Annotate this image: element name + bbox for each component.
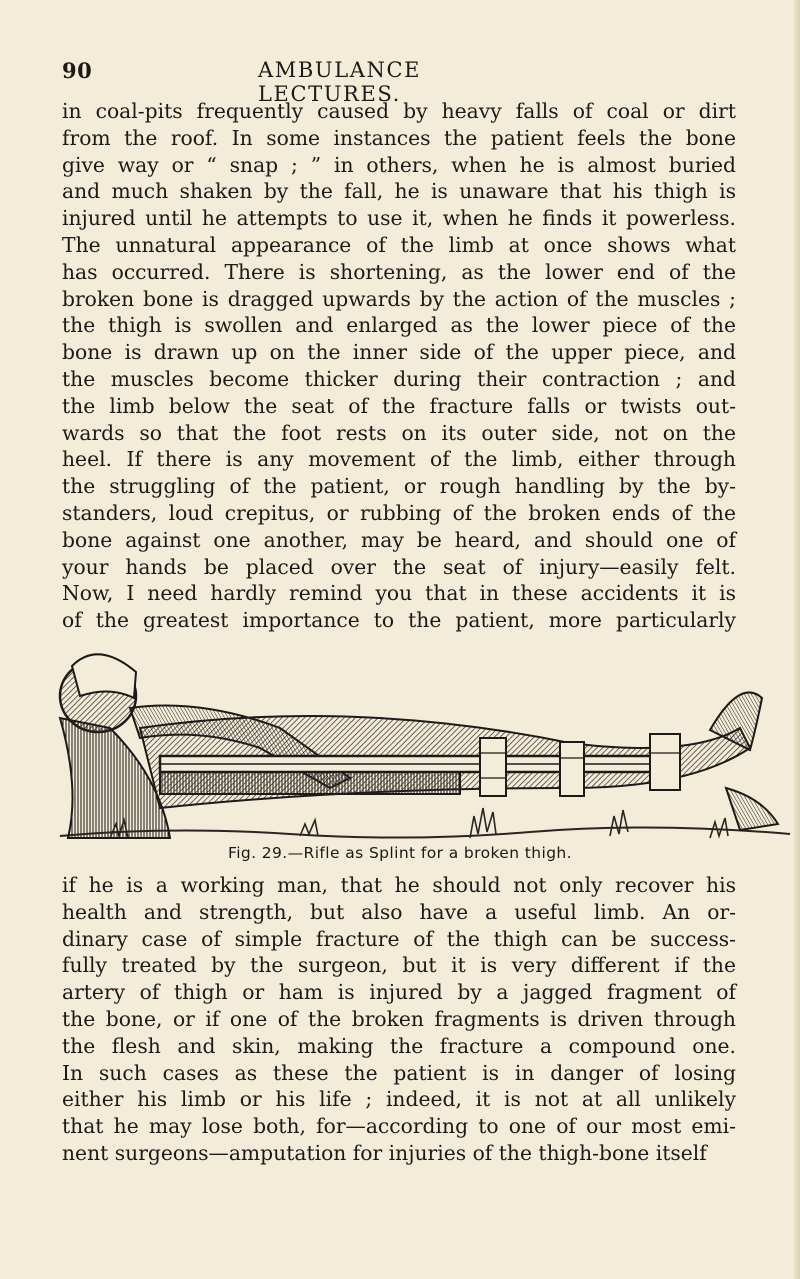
text-line: injured until he attempts to use it, when he finds it powerless. (62, 206, 736, 231)
text-line: the limb below the seat of the fracture falls or twists out- (62, 393, 736, 418)
body-text-top (62, 98, 736, 634)
text-line: heel. If there is any movement of the limb, either through (62, 447, 736, 472)
rifle-splint-illustration (50, 638, 790, 843)
text-line: In such cases as these the patient is in danger of losing (62, 1060, 736, 1085)
text-line: the bone, or if one of the broken fragments is driven through (62, 1006, 736, 1031)
text-line: broken bone is dragged upwards by the action of the muscles ; (62, 286, 736, 311)
text-line: either his limb or his life ; indeed, it is not at all unlikely (62, 1087, 736, 1112)
text-line: the thigh is swollen and enlarged as the lower piece of the (62, 313, 736, 338)
text-line: Now, I need hardly remind you that in these accidents it is (62, 581, 736, 606)
text-line: that he may lose both, for—according to one of our most emi- (62, 1114, 736, 1139)
text-line: bone is drawn up on the inner side of the upper piece, and (62, 340, 736, 365)
page-number: 90 (62, 58, 93, 83)
text-line: of the greatest importance to the patient, more particularly (62, 608, 736, 633)
text-line: if he is a working man, that he should not only recover his (62, 873, 736, 897)
text-line: give way or “ snap ; ” in others, when he is almost buried (62, 152, 736, 177)
page-header (62, 58, 542, 106)
figure-rifle-splint (50, 638, 790, 862)
text-line: dinary case of simple fracture of the thigh can be success- (62, 926, 736, 951)
figure-caption: Fig. 29.—Rifle as Splint for a broken thigh. (228, 844, 572, 862)
text-line: The unnatural appearance of the limb at once shows what (62, 232, 736, 257)
text-line: standers, loud crepitus, or rubbing of the broken ends of the (62, 500, 736, 525)
text-line: health and strength, but also have a useful limb. An or- (62, 899, 736, 924)
text-line: bone against one another, may be heard, and should one of (62, 527, 736, 552)
page-edge (794, 0, 800, 1279)
text-line: the struggling of the patient, or rough handling by the by- (62, 474, 736, 499)
text-line: has occurred. There is shortening, as the lower end of the (62, 259, 736, 284)
text-line: your hands be placed over the seat of injury—easily felt. (62, 554, 736, 579)
text-line: artery of thigh or ham is injured by a jagged fragment of (62, 980, 736, 1005)
text-line: wards so that the foot rests on its outer side, not on the (62, 420, 736, 445)
text-line: the muscles become thicker during their contraction ; and (62, 366, 736, 391)
text-line: nent surgeons—amputation for injuries of the thigh-bone itself (62, 1140, 707, 1165)
text-line: fully treated by the surgeon, but it is very different if the (62, 953, 736, 978)
text-line: the flesh and skin, making the fracture a compound one. (62, 1033, 736, 1058)
running-head: AMBULANCE LECTURES. (258, 58, 422, 106)
body-text-bottom (62, 872, 736, 1167)
text-line: and much shaken by the fall, he is unaware that his thigh is (62, 179, 736, 204)
text-line: from the roof. In some instances the patient feels the bone (62, 125, 736, 150)
text-line: in coal-pits frequently caused by heavy falls of coal or dirt (62, 99, 736, 123)
